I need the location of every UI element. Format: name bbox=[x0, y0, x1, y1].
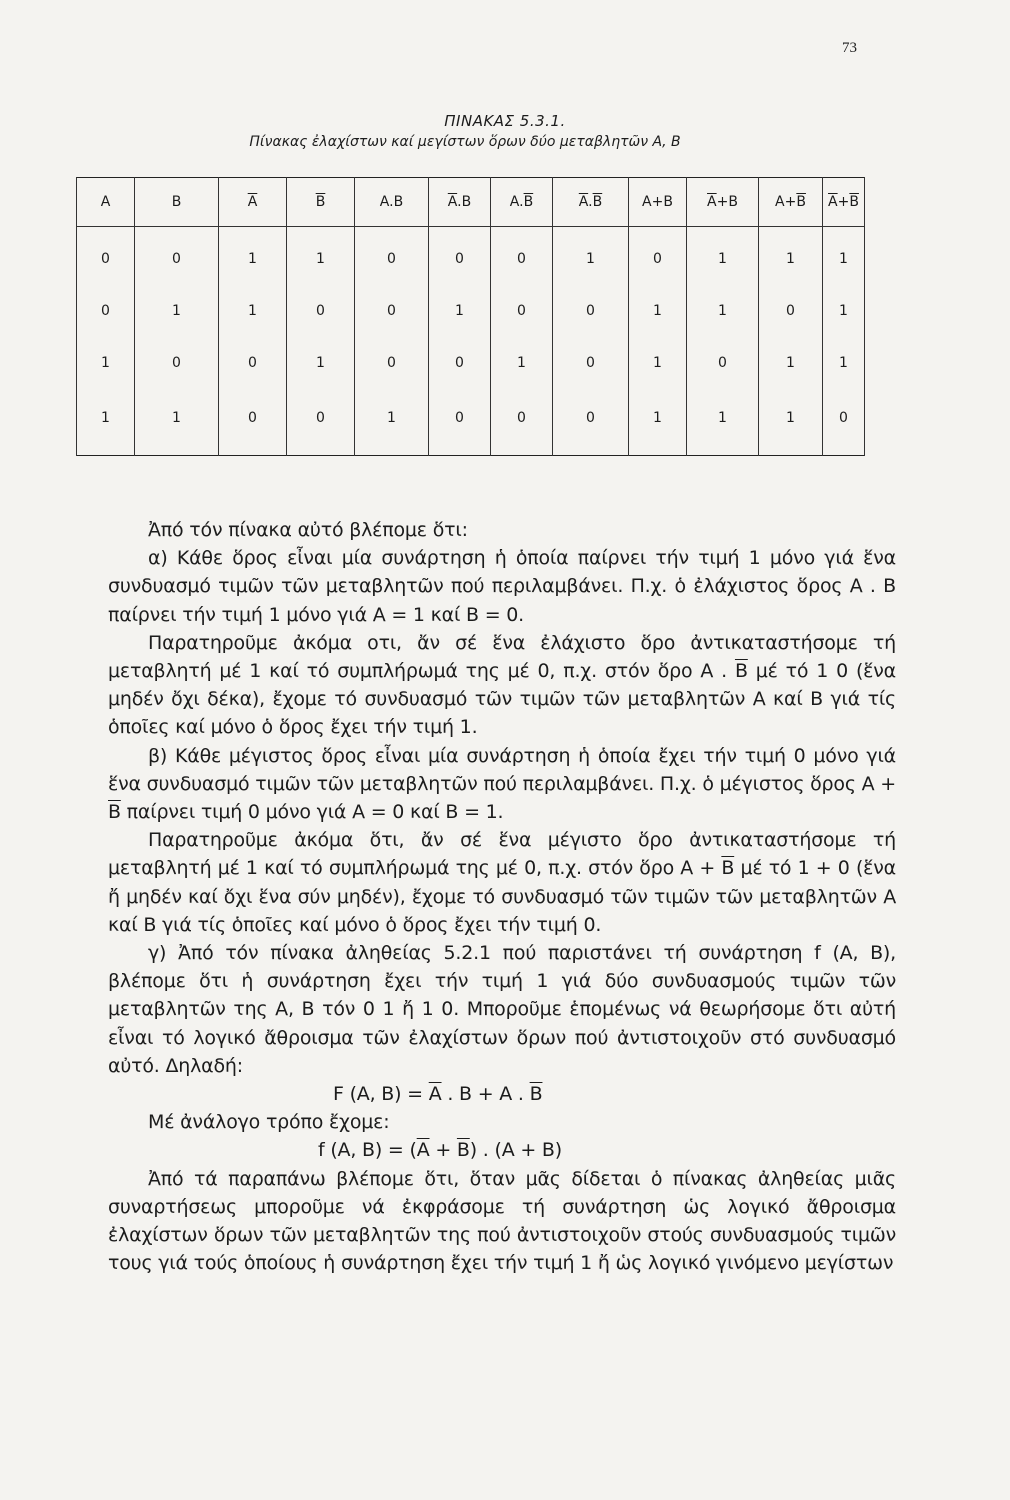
table-cell: 1 bbox=[287, 337, 355, 389]
table-cell: 1 bbox=[135, 389, 219, 456]
table-cell: 1 bbox=[219, 285, 287, 337]
table-cell: 0 bbox=[355, 285, 429, 337]
table-cell: 0 bbox=[355, 337, 429, 389]
table-cell: 0 bbox=[491, 227, 553, 286]
table-cell: 1 bbox=[553, 227, 629, 286]
paragraph-a: α) Κάθε ὅρος εἶναι μία συνάρτηση ἡ ὁποία παίρνει τήν τιμή 1 μόνο γιά ἕνα συνδυασμό τιμῶν τῶν μεταβλητῶν πού περιλαμβάνει. Π.χ. ὁ ἐλάχιστος ὅρος Α . Β παίρνει τήν τιμή 1 μόνο γιά Α = 1 καί Β = 0. bbox=[108, 547, 896, 626]
table-cell: 0 bbox=[553, 285, 629, 337]
table-row bbox=[77, 285, 865, 337]
table-cell: 0 bbox=[287, 285, 355, 337]
table-cell: 0 bbox=[429, 227, 491, 286]
paragraph-c: γ) Ἀπό τόν πίνακα ἀληθείας 5.2.1 πού παριστάνει τή συνάρτηση f (A, B), βλέπομε ὅτι ἡ συνάρτηση ἔχει τήν τιμή 1 γιά δύο συνδυασμούς τιμῶν τῶν μεταβλητῶν της Α, Β τόν 0 1 ἤ 1 0. Μποροῦμε ἑπομένως νά θεωρήσομε ὅτι αὐτή εἶναι τό λογικό ἄθροισμα τῶν ἐλαχίστων ὅρων πού ἀντιστοιχοῦν στό συνδυασμό αὐτό. Δηλαδή: bbox=[108, 942, 896, 1077]
table-cell: 1 bbox=[629, 337, 687, 389]
table-subtitle: Πίνακας ἐλαχίστων καί μεγίστων ὅρων δύο μεταβλητῶν Α, Β bbox=[249, 134, 681, 150]
table-cell: 0 bbox=[135, 337, 219, 389]
table-cell: 1 bbox=[491, 337, 553, 389]
header-a-and-b: A.B bbox=[355, 178, 429, 227]
table-cell: 1 bbox=[759, 227, 823, 286]
header-not-b: $\overline{B}$ bbox=[287, 178, 355, 227]
header-a-or-b: A+B bbox=[629, 178, 687, 227]
table-cell: 0 bbox=[219, 337, 287, 389]
header-a-or-notb: $A+\overline{B}$ bbox=[759, 178, 823, 227]
paragraph-a-note: Παρατηροῦμε ἀκόμα οτι, ἄν σέ ἕνα ἐλάχιστο ὅρο ἀντικαταστήσομε τή μεταβλητή μέ 1 καί τό συμπλήρωμά της μέ 0, π.χ. στόν ὅρο Α . $\overline{B}$ μέ τό 1 0 (ἕνα μηδέν ὄχι δέκα), ἔχομε τό συνδυασμό τῶν τιμῶν τῶν μεταβλητῶν Α καί Β γιά τίς ὁποῖες καί μόνο ὁ ὅρος ἔχει τήν τιμή 1. bbox=[108, 631, 896, 739]
table-cell: 0 bbox=[687, 337, 759, 389]
table-cell: 0 bbox=[77, 227, 135, 286]
table-cell: 0 bbox=[823, 389, 865, 456]
table-cell: 0 bbox=[491, 389, 553, 456]
table-cell: 0 bbox=[429, 389, 491, 456]
header-nota-or-notb: $\overline{A}+\overline{B}$ bbox=[823, 178, 865, 227]
header-b: B bbox=[135, 178, 219, 227]
header-a: A bbox=[77, 178, 135, 227]
table-cell: 1 bbox=[135, 285, 219, 337]
table-cell: 1 bbox=[687, 389, 759, 456]
table-cell: 1 bbox=[77, 389, 135, 456]
paragraph-intro: Ἀπό τόν πίνακα αὐτό βλέπομε ὅτι: bbox=[148, 519, 468, 541]
paragraph-conclusion: Ἀπό τά παραπάνω βλέπομε ὅτι, ὅταν μᾶς δίδεται ὁ πίνακας ἀληθείας μιᾶς συναρτήσεως μποροῦμε νά ἐκφράσομε τή συνάρτηση ὡς λογικό ἄθροισμα ἐλαχίστων ὅρων τῶν μεταβλητῶν της πού ἀντιστοιχοῦν στούς συνδυασμούς τιμῶν τους γιά τούς ὁποίους ἡ συνάρτηση ἔχει τήν τιμή 1 ἤ ὡς λογικό γινόμενο μεγίστων bbox=[108, 1167, 896, 1275]
table-cell: 0 bbox=[429, 337, 491, 389]
table-cell: 0 bbox=[287, 389, 355, 456]
paragraph-b: β) Κάθε μέγιστος ὅρος εἶναι μία συνάρτηση ἡ ὁποία ἔχει τήν τιμή 0 μόνο γιά ἕνα συνδυασμό τιμῶν τῶν μεταβλητῶν πού περιλαμβάνει. Π.χ. ὁ μέγιστος ὅρος $A + \overline{B}$ παίρνει τιμή 0 μόνο γιά Α = 0 καί Β = 1. bbox=[108, 744, 896, 824]
header-nota-or-b: $\overline{A}+B$ bbox=[687, 178, 759, 227]
table-cell: 0 bbox=[135, 227, 219, 286]
table-row bbox=[77, 337, 865, 389]
table-cell: 0 bbox=[491, 285, 553, 337]
table-cell: 0 bbox=[629, 227, 687, 286]
header-a-and-notb: $A.\overline{B}$ bbox=[491, 178, 553, 227]
table-cell: 1 bbox=[629, 389, 687, 456]
table-cell: 1 bbox=[629, 285, 687, 337]
page-number: 73 bbox=[842, 40, 857, 56]
formula-product-of-maxterms: f (A, $B) = (\overline{A} + \overline{B})$ . (A + B) bbox=[318, 1139, 562, 1162]
truth-table bbox=[76, 177, 865, 456]
table-cell: 1 bbox=[823, 227, 865, 286]
table-cell: 0 bbox=[553, 389, 629, 456]
paragraph-analogous: Μέ ἀνάλογο τρόπο ἔχομε: bbox=[148, 1111, 390, 1134]
table-cell: 1 bbox=[687, 285, 759, 337]
table-cell: 0 bbox=[553, 337, 629, 389]
table-row bbox=[77, 227, 865, 286]
body-text bbox=[108, 516, 896, 1277]
table-cell: 1 bbox=[823, 285, 865, 337]
table-cell: 0 bbox=[219, 389, 287, 456]
table-row bbox=[77, 389, 865, 456]
table-cell: 1 bbox=[687, 227, 759, 286]
table-cell: 1 bbox=[219, 227, 287, 286]
formula-sum-of-minterms: F (A, $B) = \overline{A}$ . B + A . $\overline{B}$ bbox=[333, 1083, 543, 1106]
table-header-row bbox=[77, 178, 865, 227]
table-cell: 1 bbox=[759, 337, 823, 389]
table-cell: 1 bbox=[823, 337, 865, 389]
table-cell: 1 bbox=[429, 285, 491, 337]
header-not-a: $\overline{A}$ bbox=[219, 178, 287, 227]
table-cell: 1 bbox=[759, 389, 823, 456]
table-cell: 0 bbox=[355, 227, 429, 286]
table-cell: 1 bbox=[287, 227, 355, 286]
header-nota-and-b: $\overline{A}.B$ bbox=[429, 178, 491, 227]
table-cell: 0 bbox=[759, 285, 823, 337]
table-cell: 1 bbox=[355, 389, 429, 456]
table-cell: 1 bbox=[77, 337, 135, 389]
header-nota-and-notb: $\overline{A}.\overline{B}$ bbox=[553, 178, 629, 227]
table-cell: 0 bbox=[77, 285, 135, 337]
table-title: ΠΙΝΑΚΑΣ 5.3.1. bbox=[444, 112, 566, 130]
paragraph-b-note: Παρατηροῦμε ἀκόμα ὅτι, ἄν σέ ἕνα μέγιστο ὅρο ἀντικαταστήσομε τή μεταβλητή μέ 1 καί τό συμπλήρωμά της μέ 0, π.χ. στόν ὅρο $A + \overline{B}$ μέ τό 1 + 0 (ἕνα ἤ μηδέν καί ὄχι ἕνα σύν μηδέν), ἔχομε τό συνδυασμό τῶν τιμῶν τῶν μεταβλητῶν Α καί Β γιά τίς ὁποῖες καί μόνο ὁ ὅρος ἔχει τήν τιμή 0. bbox=[108, 829, 896, 936]
